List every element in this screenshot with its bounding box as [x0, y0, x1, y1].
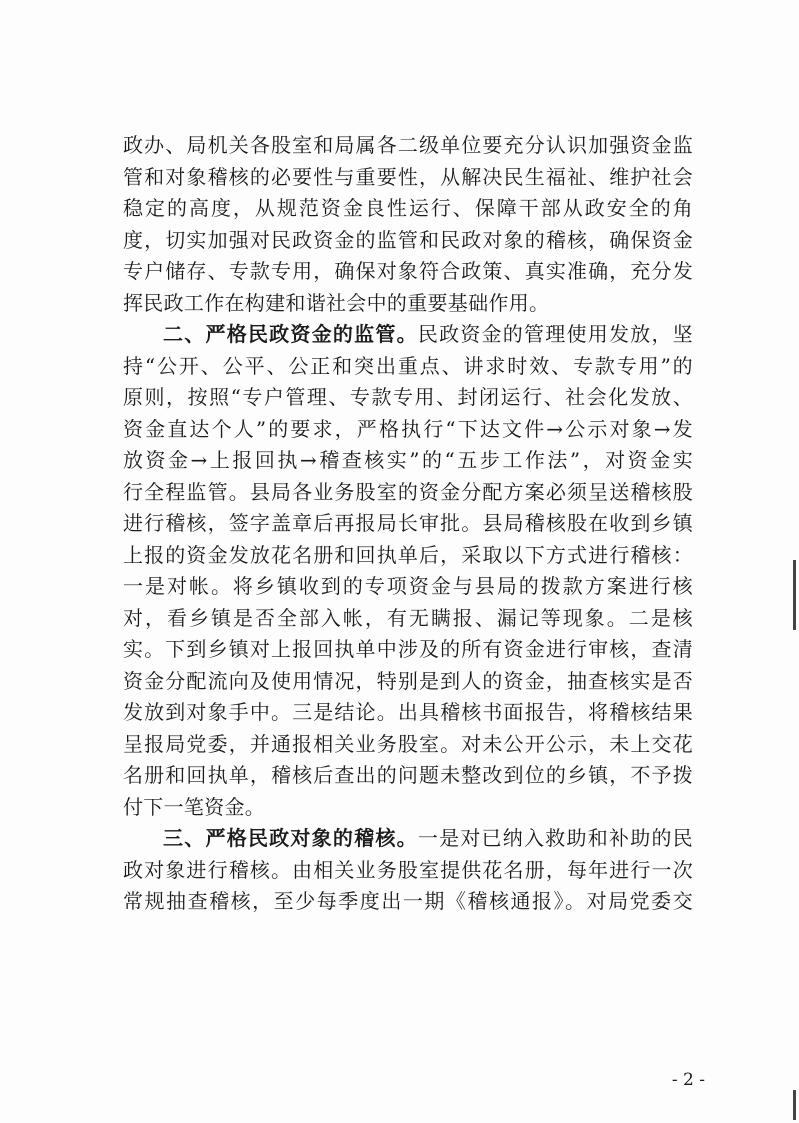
- paragraph-first-line: [123, 823, 693, 855]
- section-heading: 二、严格民政资金的监管。: [163, 322, 418, 346]
- text-line: 资金直达个人”的要求，严格执行“下达文件→公示对象→发: [123, 416, 693, 441]
- text-line: 度，切实加强对民政资金的监管和民政对象的稽核，确保资金: [123, 227, 693, 252]
- text-line: 管和对象稽核的必要性与重要性，从解决民生福祉、维护社会: [123, 164, 693, 189]
- paragraph-first-line: [123, 319, 693, 351]
- text-line: 发放到对象手中。三是结论。出具稽核书面报告，将稽核结果: [123, 700, 693, 724]
- text-line: 资金分配流向及使用情况，特别是到人的资金，抽查核实是否: [123, 668, 693, 693]
- text-line: 原则，按照“专户管理、专款专用、封闭运行、社会化发放、: [123, 385, 693, 409]
- text-line: 政办、局机关各股室和局属各二级单位要充分认识加强资金监: [123, 133, 693, 157]
- text-line: 实。下到乡镇对上报回执单中涉及的所有资金进行审核，查清: [123, 637, 693, 661]
- text-line: 挥民政工作在构建和谐社会中的重要基础作用。: [123, 290, 550, 315]
- text-line: 进行稽核，签字盖章后再报局长审批。县局稽核股在收到乡镇: [123, 511, 693, 535]
- page-number: - 2 -: [671, 1070, 705, 1090]
- text-line: 名册和回执单，稽核后查出的问题未整改到位的乡镇，不予拨: [123, 763, 693, 787]
- text-line: 上报的资金发放花名册和回执单后，采取以下方式进行稽核：: [123, 542, 693, 567]
- text-run: 民政资金的管理使用发放，坚: [417, 322, 693, 346]
- text-line: 专户储存、专款专用，确保对象符合政策、真实准确，充分发: [123, 259, 693, 283]
- scan-edge-mark: [793, 560, 796, 630]
- text-line: 常规抽查稽核，至少每季度出一期《稽核通报》。对局党委交: [123, 889, 693, 913]
- scan-edge-mark: [793, 1090, 796, 1120]
- text-line: 行全程监管。县局各业务股室的资金分配方案必须呈送稽核股: [123, 479, 693, 504]
- text-line: 一是对帐。将乡镇收到的专项资金与县局的拨款方案进行核: [123, 574, 693, 598]
- text-line: 持“公开、公平、公正和突出重点、讲求时效、专款专用”的: [123, 353, 693, 378]
- text-line: 放资金→上报回执→稽查核实”的“五步工作法”，对资金实: [123, 448, 693, 472]
- text-line: 呈报局党委，并通报相关业务股室。对未公开公示，未上交花: [123, 731, 693, 756]
- text-line: 稳定的高度，从规范资金良性运行、保障干部从政安全的角: [123, 196, 693, 220]
- text-line: 政对象进行稽核。由相关业务股室提供花名册，每年进行一次: [123, 857, 693, 882]
- section-heading: 三、严格民政对象的稽核。: [163, 826, 418, 850]
- document-body: [123, 130, 693, 918]
- text-line: 对，看乡镇是否全部入帐，有无瞒报、漏记等现象。二是核: [123, 605, 693, 630]
- text-line: 付下一笔资金。: [123, 794, 266, 819]
- text-run: 一是对已纳入救助和补助的民: [417, 826, 693, 850]
